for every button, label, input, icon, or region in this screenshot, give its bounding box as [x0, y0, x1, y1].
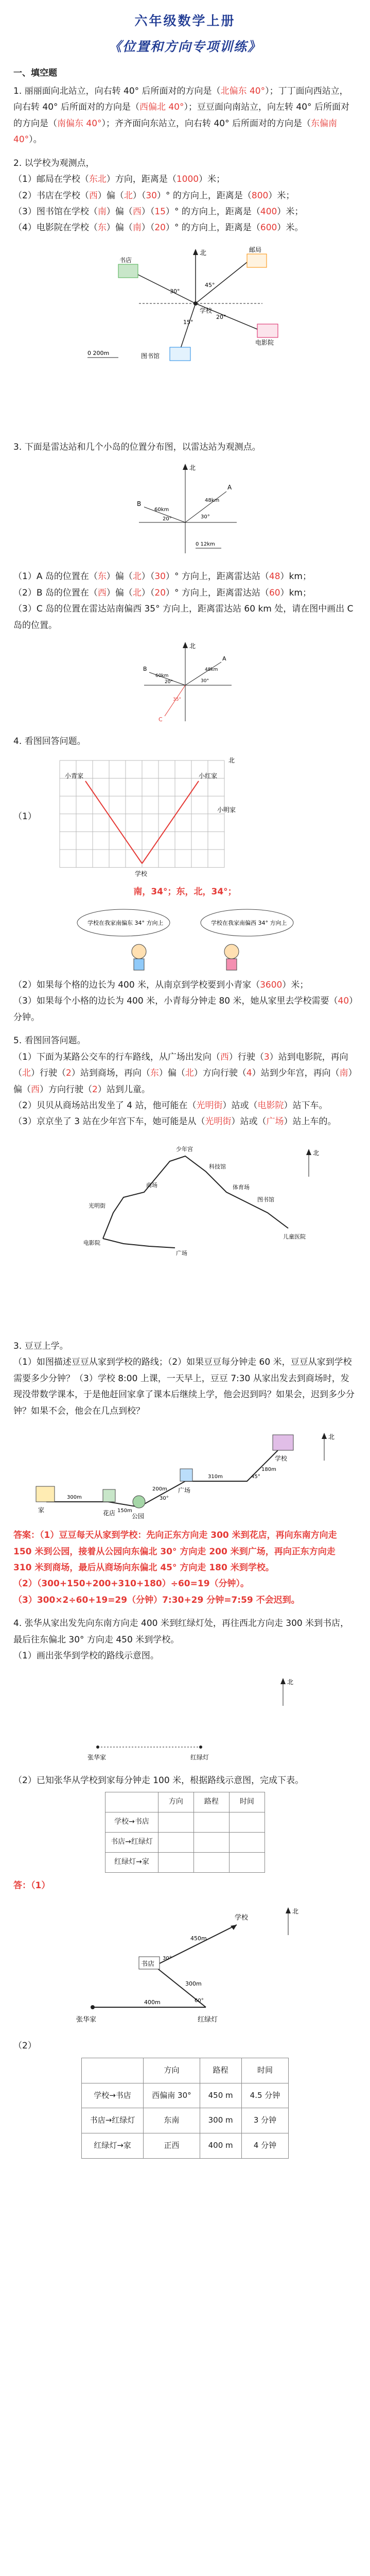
- scale-label: 0 200m: [87, 349, 109, 357]
- svg-text:45°: 45°: [251, 1474, 260, 1480]
- svg-text:48km: 48km: [204, 498, 219, 504]
- svg-text:35°: 35°: [172, 697, 181, 703]
- svg-text:学校在我家南偏西 34° 方向上: 学校在我家南偏西 34° 方向上: [210, 919, 287, 926]
- spacer: [13, 1269, 357, 1331]
- svg-text:150m: 150m: [117, 1508, 132, 1514]
- section-heading: 一、填空题: [13, 67, 57, 78]
- q4b-sub-1: （1）画出张华到学校的路线示意图。: [13, 1651, 159, 1662]
- svg-text:电影院: 电影院: [83, 1239, 100, 1246]
- q4-sub-2: （2）如果每个格的边长为 400 米，从南京到学校要到小青家（3600）米；: [13, 979, 309, 990]
- answer: 北偏东 40°: [220, 86, 266, 96]
- svg-text:300m: 300m: [185, 1980, 202, 1988]
- answer: 南偏东 40°: [57, 118, 102, 129]
- svg-text:450m: 450m: [190, 1935, 207, 1942]
- q3b-route-figure: [31, 1425, 340, 1522]
- cinema-label: 电影院: [255, 338, 274, 346]
- svg-text:张华家: 张华家: [76, 2016, 96, 2024]
- svg-text:儿童医院: 儿童医院: [283, 1233, 306, 1240]
- svg-text:北: 北: [328, 1433, 334, 1441]
- svg-text:小明家: 小明家: [217, 806, 236, 814]
- svg-text:B: B: [136, 500, 141, 508]
- svg-text:公园: 公园: [131, 1513, 144, 1520]
- page-title: 六年级数学上册: [134, 13, 236, 28]
- svg-text:图书馆: 图书馆: [257, 1196, 274, 1203]
- svg-text:小青家: 小青家: [65, 772, 84, 779]
- q4b-sub-2: （2）已知张华从学校到家每分钟走 100 米，根据路线示意图，完成下表。: [13, 1775, 304, 1786]
- svg-text:北: 北: [189, 642, 196, 650]
- svg-text:体育场: 体育场: [232, 1183, 250, 1191]
- q4-answer: 南，34°；东，北，34°；: [133, 886, 237, 897]
- question-3-line-3: （3）C 岛的位置在雷达站南偏西 35° 方向上，距离雷达站 60 km 处，请在图中画出 C 岛的位置。: [13, 604, 354, 631]
- q4b-answer-figure: [51, 1899, 319, 2033]
- question-3-intro: 3. 下面是雷达站和几个小岛的位置分布图，以雷达站为观测点。: [13, 442, 261, 452]
- svg-text:学校在我家南偏东 34° 方向上: 学校在我家南偏东 34° 方向上: [87, 919, 163, 926]
- svg-text:北: 北: [292, 1908, 298, 1916]
- q4b-answer-label: 答：（1）: [13, 1880, 50, 1891]
- question-2-intro: 2. 以学校为观测点，: [13, 158, 95, 168]
- question-3b-heading: 3. 豆豆上学。: [13, 1341, 68, 1351]
- answer: 东偏南 40°: [13, 118, 337, 145]
- question-3-line-1: （1）A 岛的位置在（东）偏（北）（30）° 方向上，距离雷达站（48）km；: [13, 571, 311, 582]
- svg-text:200m: 200m: [152, 1486, 167, 1493]
- q3b-answer-2: （2）（300+150+200+310+180）÷60=19（分钟）。: [13, 1579, 250, 1589]
- answer: 西偏北 40°: [139, 102, 184, 113]
- question-5-heading: 5. 看图回答问题。: [13, 1036, 86, 1046]
- svg-text:红绿灯: 红绿灯: [197, 2016, 218, 2024]
- svg-text:A: A: [227, 484, 232, 492]
- svg-text:学校: 学校: [135, 870, 148, 877]
- q3-radar-figure-1: [118, 461, 252, 564]
- question-2-line-3: （3）图书馆在学校（南）偏（西）（15）° 的方向上，距离是（400）米；: [13, 207, 304, 217]
- svg-text:30°: 30°: [200, 679, 209, 684]
- q4b-answer-table: 方向 路程 时间 学校→书店 西偏南 30° 450 m 4.5 分钟 书店→红绿灯 东南 300 m 3 分钟 红绿灯→家 正西 400 m 4 分钟: [81, 2058, 289, 2159]
- svg-text:A: A: [222, 655, 226, 663]
- svg-text:家: 家: [38, 1506, 44, 1514]
- q5-sub-2: （2）贝贝从商场站出发坐了 4 站，他可能在（光明街）站或（电影院）站下车。: [13, 1100, 328, 1111]
- question-1: 1. 丽丽面向北站立，向右转 40° 后所面对的方向是（北偏东 40°）；丁丁面向西站立，向右转 40° 后所面对的方向是（西偏北 40°）；豆豆面向南站立，向左转 40° 后所面对的方向是（南偏东 40°）；齐齐面向东站立，向右转 40° 后所面对的方向是（东偏南 40°）。: [13, 86, 349, 145]
- question-3-line-2: （2）B 岛的位置在（西）偏（北）（20）° 方向上，距离雷达站（60）km；: [13, 587, 311, 598]
- svg-text:310m: 310m: [207, 1474, 223, 1480]
- svg-text:C: C: [158, 716, 163, 723]
- question-2-line-2: （2）书店在学校（西）偏（北）（30）° 的方向上，距离是（800）米；: [13, 190, 295, 201]
- svg-text:20°: 20°: [164, 680, 173, 685]
- svg-text:30°: 30°: [159, 1496, 169, 1502]
- q4b-blank-figure: [67, 1670, 304, 1768]
- q3b-answer-1: 答案：（1）豆豆每天从家到学校：先向正东方向走 300 米到花店，再向东南方向走 150 米到公园，接着从公园向东偏北 30° 方向走 200 米到广场，再向正东方向走 310 米到商场，最后从商场向东偏北 45° 方向走 180 米到学校。: [13, 1530, 337, 1573]
- svg-text:商场: 商场: [146, 1181, 157, 1189]
- svg-text:45°: 45°: [204, 281, 215, 289]
- question-2-line-1: （1）邮局在学校（东北）方向，距离是（1000）米；: [13, 174, 225, 185]
- svg-text:30°: 30°: [162, 1956, 172, 1962]
- svg-text:20°: 20°: [216, 313, 226, 320]
- q5-bus-map: [41, 1136, 329, 1264]
- q2-direction-figure: [77, 242, 293, 365]
- q3b-text: （1）如图描述豆豆从家到学校的路线；（2）如果豆豆每分钟走 60 米，豆豆从家到学校需要多少分钟？（3）学校 8:00 上课，一天早上，豆豆 7:30 从家出发去到商场时，发现没带数学课本，于是他赶回家拿了课本后继续上学，他会迟到吗？如果会，迟到多少分钟？如果不会，他会在几点到校？: [13, 1357, 355, 1416]
- svg-text:学校: 学校: [274, 1455, 287, 1463]
- svg-text:广场: 广场: [175, 1249, 187, 1257]
- page-subtitle: 《位置和方向专项训练》: [108, 39, 261, 55]
- svg-text:300m: 300m: [66, 1495, 82, 1501]
- question-4b-heading: 4. 张华从家出发先向东南方向走 400 米到红绿灯处，再往西北方向走 300 米到书店，最后往东偏北 30° 方向走 450 米到学校。: [13, 1618, 349, 1645]
- svg-text:少年宫: 少年宫: [175, 1145, 193, 1153]
- svg-text:15°: 15°: [183, 318, 193, 326]
- question-4-heading: 4. 看图回答问题。: [13, 736, 86, 747]
- svg-text:科技馆: 科技馆: [208, 1163, 226, 1170]
- svg-text:北: 北: [287, 1678, 293, 1686]
- q4-grid-row: （1） 学校 小青家 小红家 小明家 北: [13, 750, 357, 884]
- svg-text:20°: 20°: [162, 516, 172, 522]
- library-label: 图书馆: [140, 352, 160, 360]
- svg-text:红绿灯: 红绿灯: [190, 1753, 209, 1761]
- q3-radar-figure-2: [129, 639, 242, 726]
- svg-text:60km: 60km: [155, 673, 168, 679]
- north-label: 北: [199, 249, 206, 257]
- svg-text:花店: 花店: [102, 1510, 115, 1517]
- svg-text:180m: 180m: [261, 1467, 276, 1473]
- school-label: 学校: [199, 307, 212, 314]
- q4b-blank-table: 方向 路程 时间 学校→书店 书店→红绿灯 红绿灯→家: [105, 1792, 265, 1873]
- q4-sub-3: （3）如果每个小格的边长为 400 米，小青每分钟走 80 米，她从家里去学校需要（40）分钟。: [13, 996, 354, 1023]
- q5-sub-1: （1）下面为某路公交车的行车路线，从广场出发向（西）行驶（3）站到电影院，再向（北）行驶（2）站到商场，再向（东）偏（北）方向行驶（4）站到少年宫，再向（南）偏（西）方向行驶（2）站到儿童。: [13, 1052, 353, 1095]
- svg-text:北: 北: [189, 464, 196, 472]
- svg-text:30°: 30°: [200, 514, 210, 520]
- svg-text:30°: 30°: [169, 287, 180, 295]
- svg-text:书店: 书店: [140, 1960, 154, 1969]
- svg-text:60km: 60km: [154, 507, 169, 513]
- svg-text:学校: 学校: [234, 1914, 248, 1922]
- svg-text:张华家: 张华家: [87, 1753, 106, 1761]
- bookstore-label: 书店: [119, 256, 132, 264]
- svg-text:北: 北: [228, 756, 235, 764]
- spacer: [13, 370, 357, 432]
- q4-grid-figure: [44, 750, 240, 884]
- svg-text:B: B: [143, 666, 147, 673]
- svg-text:60°: 60°: [194, 1998, 204, 2004]
- q4-kids-figure: [62, 905, 309, 972]
- svg-text:0 12km: 0 12km: [195, 541, 215, 548]
- svg-text:广场: 广场: [178, 1487, 190, 1495]
- q5-sub-3: （3）京京坐了 3 站在少年宫下车，她可能是从（光明街）站或（广场）站上车的。: [13, 1116, 337, 1127]
- q4b-answer-sub-2: （2）: [13, 2041, 37, 2052]
- svg-text:小红家: 小红家: [199, 772, 218, 779]
- question-2-line-4: （4）电影院在学校（东）偏（南）（20）° 的方向上，距离是（600）米。: [13, 223, 304, 233]
- svg-text:48km: 48km: [204, 667, 218, 673]
- q3b-answer-3: （3）300×2÷60+19=29（分钟）7:30+29 分钟=7:59 不会迟到。: [13, 1595, 300, 1605]
- svg-text:光明街: 光明街: [88, 1202, 105, 1209]
- svg-text:北: 北: [312, 1149, 319, 1157]
- post-office-label: 邮局: [249, 246, 261, 253]
- svg-text:400m: 400m: [144, 1999, 161, 2006]
